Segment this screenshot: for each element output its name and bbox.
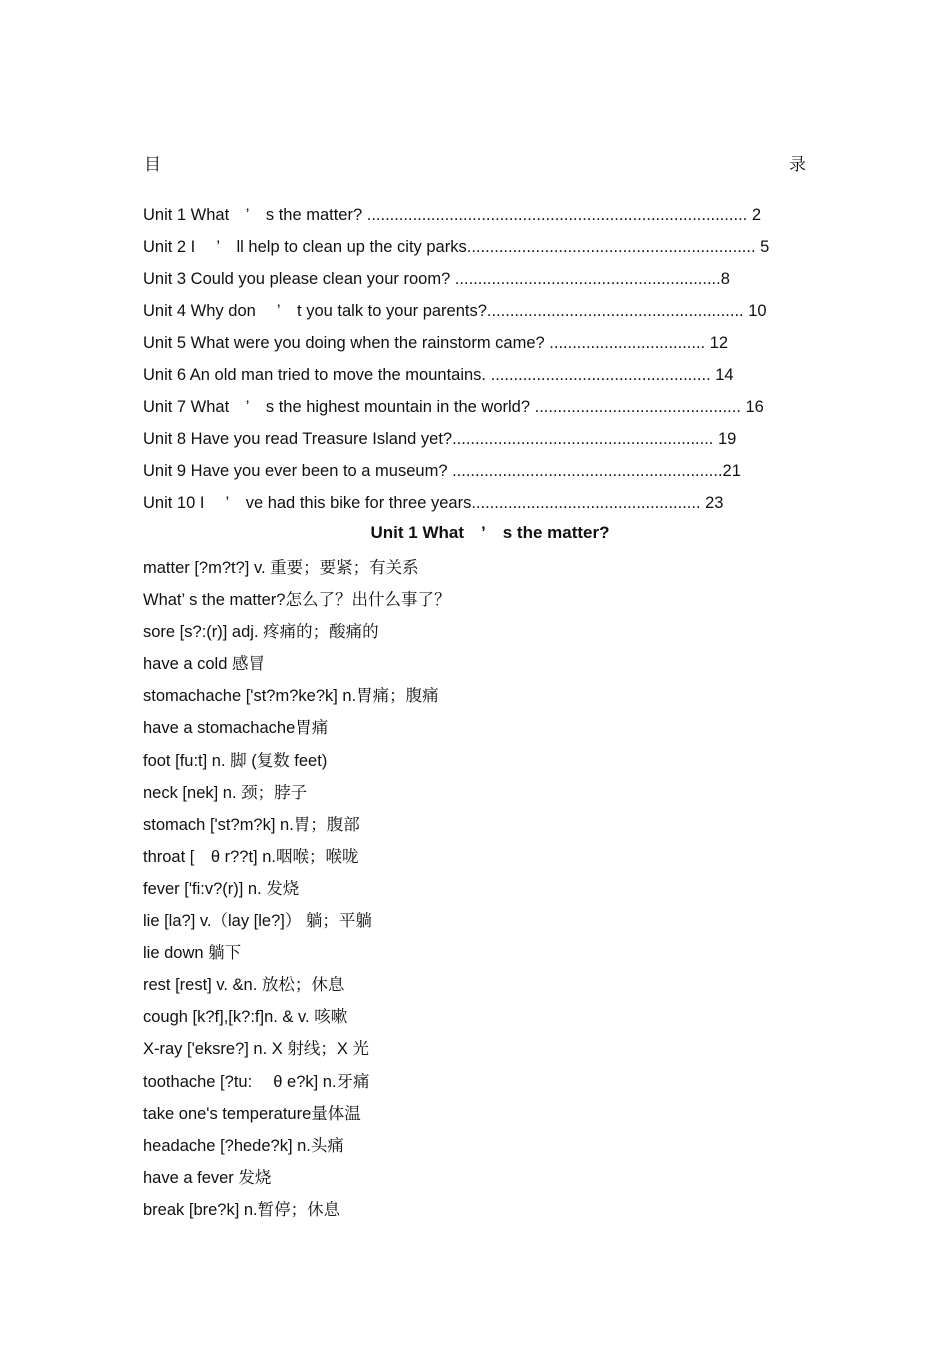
toc-entry[interactable]: Unit 4 Why don ’ t you talk to your parents?........................................................ 10 (143, 302, 767, 320)
vocab-item: rest [rest] v. &n. 放松；休息 (143, 976, 345, 995)
vocab-item: stomach ['st?m?k] n.胃；腹部 (143, 815, 360, 834)
vocab-item: throat [ θ r??t] n.咽喉；喉咙 (143, 847, 359, 866)
toc-entry[interactable]: Unit 2 I ’ ll help to clean up the city parks............................................................... 5 (143, 238, 770, 256)
vocab-item: have a stomachache胃痛 (143, 719, 329, 738)
toc-entry[interactable]: Unit 3 Could you please clean your room? ..........................................................8 (143, 270, 730, 288)
vocab-item: matter [?m?t?] v. 重要；要紧；有关系 (143, 559, 419, 577)
vocab-item: neck [nek] n. 颈；脖子 (143, 783, 308, 802)
vocab-item: foot [fu:t] n. 脚 (复数 feet) (143, 751, 328, 770)
vocab-item: X-ray ['eksre?] n. X 射线；X 光 (143, 1040, 369, 1059)
vocabulary-list (143, 555, 843, 1229)
toc-entry[interactable]: Unit 9 Have you ever been to a museum? ...........................................................21 (143, 462, 741, 480)
unit-heading: Unit 1 What ’ s the matter? (370, 523, 610, 542)
vocab-item: sore [s?:(r)] adj. 疼痛的；酸痛的 (143, 623, 379, 642)
vocab-item: break [bre?k] n.暂停；休息 (143, 1200, 341, 1219)
vocab-item: stomachache ['st?m?ke?k] n.胃痛；腹痛 (143, 687, 439, 706)
toc-entry[interactable]: Unit 8 Have you read Treasure Island yet?......................................................... 19 (143, 430, 737, 448)
toc-title-left: 目 (144, 155, 161, 174)
vocab-item: have a cold 感冒 (143, 655, 265, 674)
toc-entry[interactable]: Unit 6 An old man tried to move the mountains. ................................................ 14 (143, 366, 734, 384)
toc-entry[interactable]: Unit 5 What were you doing when the rainstorm came? .................................. 12 (143, 334, 729, 352)
vocab-item: have a fever 发烧 (143, 1168, 272, 1187)
toc-entry[interactable]: Unit 1 What ’ s the matter? ................................................................................... 2 (143, 206, 761, 224)
vocab-item: take one's temperature量体温 (143, 1104, 361, 1123)
vocab-item: lie down 躺下 (143, 944, 242, 963)
toc-title-right: 录 (789, 155, 806, 174)
vocab-item: headache [?hede?k] n.头痛 (143, 1136, 344, 1155)
toc-entry[interactable]: Unit 7 What ’ s the highest mountain in the world? ............................................. 16 (143, 398, 764, 416)
vocab-item: toothache [?tu: θ e?k] n.牙痛 (143, 1072, 370, 1091)
vocab-item: lie [la?] v.（lay [le?]） 躺；平躺 (143, 912, 372, 931)
toc-entry[interactable]: Unit 10 I ’ ve had this bike for three years.................................................. 23 (143, 494, 724, 512)
vocab-item: What’ s the matter?怎么了？出什么事了？ (143, 591, 451, 610)
vocab-item: fever ['fi:v?(r)] n. 发烧 (143, 879, 300, 898)
table-of-contents (143, 202, 823, 522)
vocab-item: cough [k?f],[k?:f]n. & v. 咳嗽 (143, 1008, 348, 1027)
